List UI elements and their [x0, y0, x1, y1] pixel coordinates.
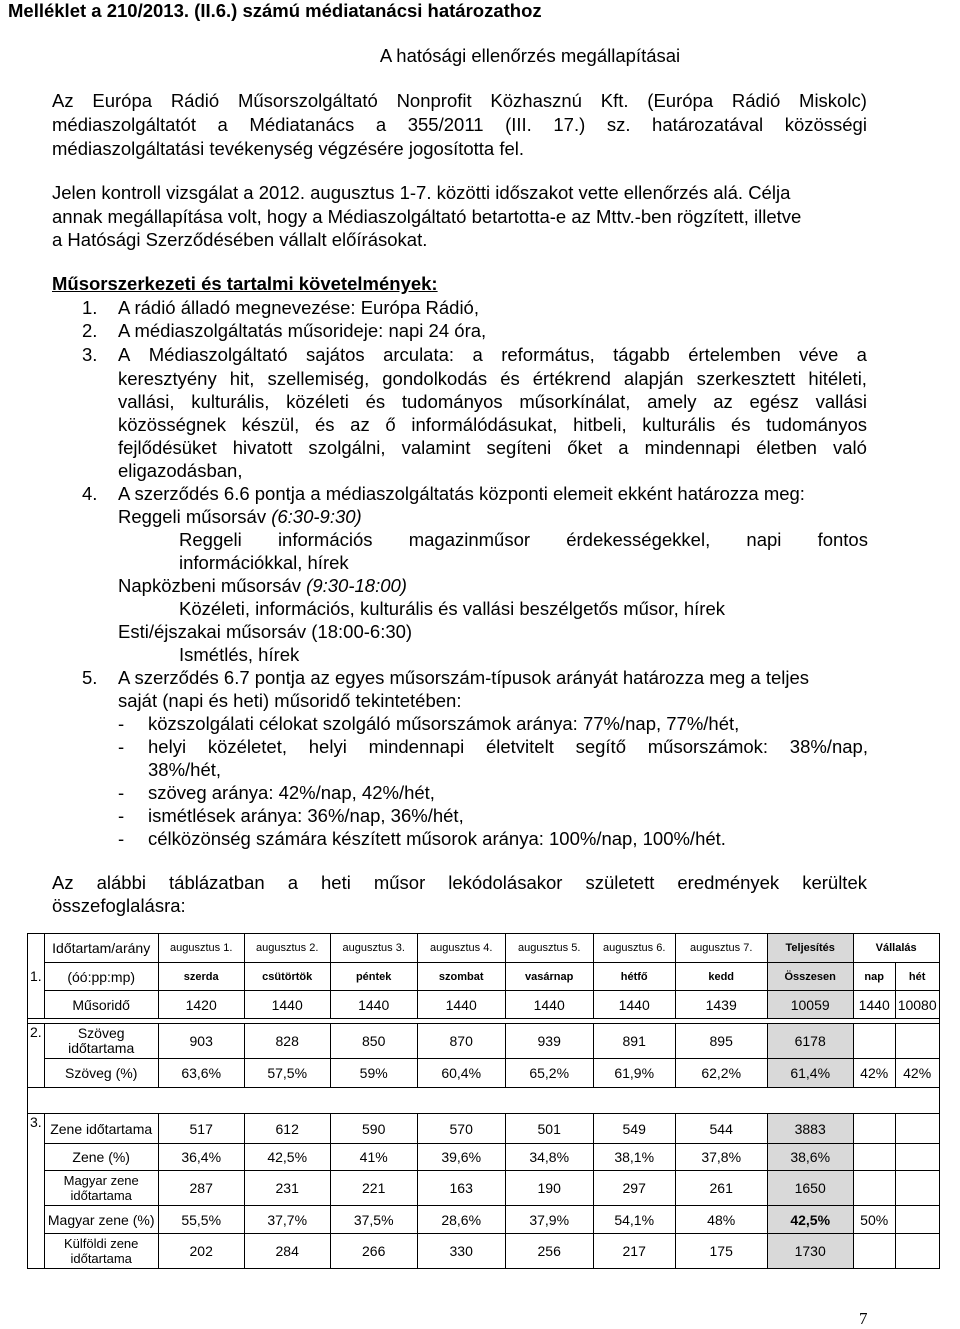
table-cell: [853, 1234, 895, 1269]
col-header-label: Időtartam/arány: [44, 934, 158, 963]
item-3-line4: [118, 414, 867, 436]
unit-label: (óó:pp:mp): [44, 963, 158, 991]
table-row: [28, 991, 940, 1019]
table-cell: 903: [158, 1024, 244, 1059]
word: értékrend: [532, 368, 611, 389]
table-cell: 41%: [330, 1144, 417, 1171]
word: érdekességekkel,: [566, 529, 711, 550]
word: a: [618, 437, 629, 458]
table-cell: 895: [675, 1024, 767, 1059]
table-cell: 828: [244, 1024, 330, 1059]
word: hit,: [229, 368, 255, 389]
word: az: [713, 391, 733, 412]
band-2-time: (9:30-18:00): [306, 575, 407, 596]
table-cell: 221: [330, 1171, 417, 1206]
table-cell: 163: [417, 1171, 505, 1206]
table-row: [28, 1234, 940, 1269]
band-1-name: Reggeli műsorsáv: [118, 506, 267, 527]
table-cell: 939: [505, 1024, 593, 1059]
table-cell: 544: [675, 1114, 767, 1144]
word: vallási,: [118, 391, 175, 412]
word: Reggeli: [179, 529, 242, 550]
table-cell: 61,4%: [767, 1059, 853, 1088]
word: és: [314, 414, 335, 435]
word: arculata:: [383, 344, 455, 365]
word: kulturális,: [191, 391, 270, 412]
row-label-line: időtartama: [70, 1251, 132, 1266]
table-cell: 55,5%: [158, 1206, 244, 1234]
table-cell: 1420: [158, 991, 244, 1019]
table-cell: 42%: [895, 1059, 939, 1088]
table-cell: 59%: [330, 1059, 417, 1088]
word: hivatott: [232, 437, 293, 458]
row-label: Zene (%): [44, 1144, 158, 1171]
row-number: 3.: [28, 1114, 45, 1269]
word: mindennapi: [644, 437, 741, 458]
item-2-text: A médiaszolgáltatás műsorideje: napi 24 óra,: [118, 320, 487, 341]
word: Műsorszolgáltató: [237, 90, 378, 111]
row-label-line: időtartama: [70, 1188, 132, 1203]
table-cell: [895, 1114, 939, 1144]
word: szerkesztett: [696, 368, 796, 389]
table-cell: 3883: [767, 1114, 853, 1144]
word: és: [730, 414, 751, 435]
table-cell: 1440: [505, 991, 593, 1019]
table-cell: [895, 1171, 939, 1206]
table-cell: 37,5%: [330, 1206, 417, 1234]
table-cell: 891: [593, 1024, 675, 1059]
table-cell: 330: [417, 1234, 505, 1269]
table-cell: 1440: [853, 991, 895, 1019]
word: Rádió: [731, 90, 781, 111]
table-cell: [895, 1024, 939, 1059]
row-number: 2.: [28, 1024, 45, 1088]
row-label: Műsoridő: [44, 991, 158, 1019]
word: tudományos: [766, 414, 867, 435]
col-header-date: augusztus 6.: [593, 934, 675, 963]
table-cell: [853, 1144, 895, 1171]
word: közéleti: [286, 391, 349, 412]
word: alábbi: [96, 872, 146, 893]
table-cell: [895, 1144, 939, 1171]
table-cell: 54,1%: [593, 1206, 675, 1234]
table-cell: 1650: [767, 1171, 853, 1206]
table-cell: 202: [158, 1234, 244, 1269]
osszesen-label: Összesen: [767, 963, 853, 991]
col-header-date: augusztus 4.: [417, 934, 505, 963]
day-label: kedd: [675, 963, 767, 991]
table-cell: 42,5%: [767, 1206, 853, 1234]
table-cell: 612: [244, 1114, 330, 1144]
row-number: 1.: [28, 934, 45, 1019]
intro-p1-line2: [52, 114, 867, 136]
word: Kft.: [600, 90, 629, 111]
table-cell: 10059: [767, 991, 853, 1019]
word: való: [832, 437, 867, 458]
word: Közhasznú: [490, 90, 582, 111]
results-table: [27, 933, 940, 1269]
word: segíteni: [486, 437, 552, 458]
table-cell: [895, 1206, 939, 1234]
band-2-name: Napközbeni műsorsáv: [118, 575, 302, 596]
word: született: [585, 872, 655, 893]
table-cell: 190: [505, 1171, 593, 1206]
day-label: csütörtök: [244, 963, 330, 991]
table-cell: 57,5%: [244, 1059, 330, 1088]
table-cell: 38,1%: [593, 1144, 675, 1171]
word: életvitelt: [485, 736, 554, 757]
word: Miskolc): [799, 90, 867, 111]
table-cell: 297: [593, 1171, 675, 1206]
table-cell: 284: [244, 1234, 330, 1269]
table-cell: [853, 1024, 895, 1059]
word: Nonprofit: [396, 90, 472, 111]
word: az: [350, 414, 370, 435]
table-cell: [853, 1171, 895, 1206]
table-cell: 261: [675, 1171, 767, 1206]
table-header-row: [28, 934, 940, 963]
bullet-3-text: szöveg aránya: 42%/nap, 42%/hét,: [148, 782, 435, 803]
day-label: szerda: [158, 963, 244, 991]
word: eredmények: [677, 872, 780, 893]
day-label: hétfő: [593, 963, 675, 991]
table-cell: 36,4%: [158, 1144, 244, 1171]
word: református,: [501, 344, 595, 365]
word: 355/2011: [407, 114, 484, 135]
word: A: [118, 344, 131, 365]
item-3-line6: eligazodásban,: [118, 460, 243, 481]
table-row: [28, 1114, 940, 1144]
col-header-date: augusztus 1.: [158, 934, 244, 963]
item-3-line1: [118, 344, 867, 366]
word: fejlődésüket: [118, 437, 217, 458]
word: keresztyény: [118, 368, 217, 389]
day-label: péntek: [330, 963, 417, 991]
item-3-line5: [118, 437, 867, 459]
word: helyi: [308, 736, 347, 757]
table-cell: [853, 1114, 895, 1144]
word: táblázatban: [169, 872, 265, 893]
row-label: [44, 1234, 158, 1269]
col-header-teljesites: Teljesítés: [767, 934, 853, 963]
item-5-number: 5.: [82, 667, 98, 688]
table-cell: 175: [675, 1234, 767, 1269]
table-cell: 590: [330, 1114, 417, 1144]
table-cell: 850: [330, 1024, 417, 1059]
bullet-dash: -: [118, 828, 125, 849]
bullet-2-line2: 38%/hét,: [148, 759, 222, 780]
table-cell: 1730: [767, 1234, 853, 1269]
word: közösségi: [784, 114, 867, 135]
summary-line1: [52, 872, 867, 894]
table-cell: 60,4%: [417, 1059, 505, 1088]
row-label: Magyar zene (%): [44, 1206, 158, 1234]
table-cell: 37,7%: [244, 1206, 330, 1234]
row-label-line: Magyar zene: [63, 1173, 139, 1188]
word: médiaszolgáltatót: [52, 114, 196, 135]
band-1-time: (6:30-9:30): [271, 506, 362, 527]
word: őket: [567, 437, 603, 458]
intro-p1-line3: médiaszolgáltatási tevékenység végzésére jogosította fel.: [52, 138, 525, 159]
col-header-date: augusztus 5.: [505, 934, 593, 963]
word: tudományos: [401, 391, 503, 412]
table-cell: 34,8%: [505, 1144, 593, 1171]
table-cell: 42,5%: [244, 1144, 330, 1171]
word: határozatával: [652, 114, 764, 135]
table-cell: 10080: [895, 991, 939, 1019]
word: tágabb: [613, 344, 670, 365]
word: szellemiség,: [267, 368, 370, 389]
bullet-dash: -: [118, 805, 125, 826]
bullet-dash: -: [118, 713, 125, 734]
word: magazinműsor: [408, 529, 531, 550]
table-cell: 501: [505, 1114, 593, 1144]
band-1-label: [118, 506, 362, 528]
table-subheader-row: [28, 963, 940, 991]
row-label: Zene időtartama: [44, 1114, 158, 1144]
document-subtitle: A hatósági ellenőrzés megállapításai: [379, 45, 681, 66]
band-1-desc-line2: információkkal, hírek: [179, 552, 349, 573]
word: kulturális: [642, 414, 716, 435]
word: közösségnek: [118, 414, 226, 435]
intro-p2-line1: Jelen kontroll vizsgálat a 2012. augusztus 1-7. közötti időszakot vette ellenőrzés alá. Célja: [52, 182, 791, 203]
col-header-vallalas: Vállalás: [853, 934, 939, 963]
table-cell: 1439: [675, 991, 767, 1019]
table-cell: 50%: [853, 1206, 895, 1234]
word: a: [472, 344, 483, 365]
intro-p1-line1: [52, 90, 867, 112]
word: (III.: [505, 114, 532, 135]
word: alapján: [623, 368, 684, 389]
word: információs: [277, 529, 373, 550]
day-label: vasárnap: [505, 963, 593, 991]
word: informálódásukat,: [411, 414, 558, 435]
table-cell: [895, 1234, 939, 1269]
table-cell: 1440: [417, 991, 505, 1019]
word: és: [365, 391, 386, 412]
word: heti: [321, 872, 351, 893]
document-title: Melléklet a 210/2013. (II.6.) számú médiatanácsi határozathoz: [8, 0, 542, 21]
table-cell: 217: [593, 1234, 675, 1269]
table-cell: 231: [244, 1171, 330, 1206]
word: a: [856, 344, 867, 365]
table-cell: 266: [330, 1234, 417, 1269]
word: Európa: [92, 90, 153, 111]
word: Médiaszolgáltató: [148, 344, 288, 365]
word: helyi: [148, 736, 187, 757]
word: hitbeli,: [573, 414, 627, 435]
word: Az: [52, 872, 74, 893]
word: sz.: [606, 114, 631, 135]
word: műsorkínálat,: [519, 391, 631, 412]
table-cell: 287: [158, 1171, 244, 1206]
word: Médiatanács: [249, 114, 355, 135]
col-header-date: augusztus 3.: [330, 934, 417, 963]
day-label: szombat: [417, 963, 505, 991]
word: a: [287, 872, 298, 893]
word: és: [500, 368, 520, 389]
nap-label: nap: [853, 963, 895, 991]
table-cell: 870: [417, 1024, 505, 1059]
table-cell: 1440: [593, 991, 675, 1019]
bullet-5-text: célközönség számára készített műsorok aránya: 100%/nap, 100%/hét.: [148, 828, 726, 849]
table-cell: 37,9%: [505, 1206, 593, 1234]
table-row: [28, 1171, 940, 1206]
item-3-line3: [118, 391, 867, 413]
item-3-number: 3.: [82, 344, 98, 365]
bullet-dash: -: [118, 736, 125, 757]
table-row: [28, 1024, 940, 1059]
table-row: [28, 1144, 940, 1171]
table-row: [28, 1206, 940, 1234]
col-header-date: augusztus 2.: [244, 934, 330, 963]
item-1-number: 1.: [82, 297, 98, 318]
word: egész: [749, 391, 799, 412]
table-row: [28, 1059, 940, 1088]
word: szolgálni,: [308, 437, 386, 458]
word: ő: [385, 414, 396, 435]
table-cell: 6178: [767, 1024, 853, 1059]
word: műsor: [373, 872, 426, 893]
table-cell: 37,8%: [675, 1144, 767, 1171]
row-label: [44, 1024, 158, 1059]
section-heading: Műsorszerkezeti és tartalmi követelmények:: [52, 273, 438, 294]
word: 38%/nap,: [789, 736, 868, 757]
word: napi: [746, 529, 782, 550]
word: segítő: [575, 736, 626, 757]
table-cell: 48%: [675, 1206, 767, 1234]
table-cell: 61,9%: [593, 1059, 675, 1088]
intro-p2-line3: a Hatósági Szerződésében vállalt előírásokat.: [52, 229, 428, 250]
bullet-dash: -: [118, 782, 125, 803]
table-cell: 1440: [244, 991, 330, 1019]
table-cell: 63,6%: [158, 1059, 244, 1088]
table-cell: 39,6%: [417, 1144, 505, 1171]
table-cell: 570: [417, 1114, 505, 1144]
word: véve: [799, 344, 839, 365]
het-label: hét: [895, 963, 939, 991]
word: vallási: [815, 391, 867, 412]
word: kerültek: [802, 872, 867, 893]
word: Rádió: [170, 90, 220, 111]
row-label-line: Külföldi zene: [63, 1236, 139, 1251]
word: életben: [756, 437, 817, 458]
band-3-label: Esti/éjszakai műsorsáv (18:00-6:30): [118, 621, 413, 642]
table-cell: 65,2%: [505, 1059, 593, 1088]
table-cell: 549: [593, 1114, 675, 1144]
item-1-text: A rádió álladó megnevezése: Európa Rádió,: [118, 297, 479, 318]
item-5-line2: saját (napi és heti) műsoridő tekintetében:: [118, 690, 462, 711]
bullet-2-line1: [148, 736, 868, 758]
word: Az: [52, 90, 74, 111]
row-label: [44, 1171, 158, 1206]
table-cell: 28,6%: [417, 1206, 505, 1234]
col-header-date: augusztus 7.: [675, 934, 767, 963]
word: mindennapi: [368, 736, 465, 757]
word: lekódolásakor: [448, 872, 563, 893]
page-number: 7: [859, 1309, 868, 1328]
item-4-number: 4.: [82, 483, 98, 504]
word: készül,: [241, 414, 300, 435]
band-1-desc-line1: [179, 529, 868, 551]
band-3-desc: Ismétlés, hírek: [179, 644, 300, 665]
table-cell: 256: [505, 1234, 593, 1269]
table-cell: 62,2%: [675, 1059, 767, 1088]
table-cell: 1440: [330, 991, 417, 1019]
row-label-line: Szöveg: [77, 1025, 125, 1041]
band-2-desc: Közéleti, információs, kulturális és vallási beszélgetős műsor, hírek: [179, 598, 725, 619]
word: fontos: [817, 529, 868, 550]
word: műsorszámok:: [647, 736, 769, 757]
item-2-number: 2.: [82, 320, 98, 341]
row-label-line: időtartama: [68, 1040, 135, 1056]
bullet-4-text: ismétlések aránya: 36%/nap, 36%/hét,: [148, 805, 464, 826]
row-label: Szöveg (%): [44, 1059, 158, 1088]
word: a: [375, 114, 387, 135]
word: közéletet,: [207, 736, 287, 757]
word: valamint: [401, 437, 471, 458]
word: értelemben: [688, 344, 781, 365]
word: sajátos: [306, 344, 365, 365]
band-2-label: [118, 575, 407, 597]
word: gondolkodás: [382, 368, 488, 389]
summary-line2: összefoglalásra:: [52, 895, 186, 916]
table-cell: 517: [158, 1114, 244, 1144]
item-4-text: A szerződés 6.6 pontja a médiaszolgáltatás központi elemeit ekként határozza meg:: [118, 483, 805, 504]
word: (Európa: [647, 90, 714, 111]
table-cell: 38,6%: [767, 1144, 853, 1171]
word: amely: [647, 391, 697, 412]
item-5-line1: A szerződés 6.7 pontja az egyes műsorszám-típusok arányát határozza meg a teljes: [118, 667, 810, 688]
word: hitéleti,: [808, 368, 867, 389]
word: a: [217, 114, 228, 135]
bullet-1-text: közszolgálati célokat szolgáló műsorszámok aránya: 77%/nap, 77%/hét,: [148, 713, 740, 734]
intro-p2-line2: annak megállapítása volt, hogy a Médiaszolgáltató betartotta-e az Mttv.-ben rögzített, illetve: [52, 206, 802, 227]
table-cell: 42%: [853, 1059, 895, 1088]
item-3-line2: [118, 368, 867, 390]
word: 17.): [553, 114, 586, 135]
